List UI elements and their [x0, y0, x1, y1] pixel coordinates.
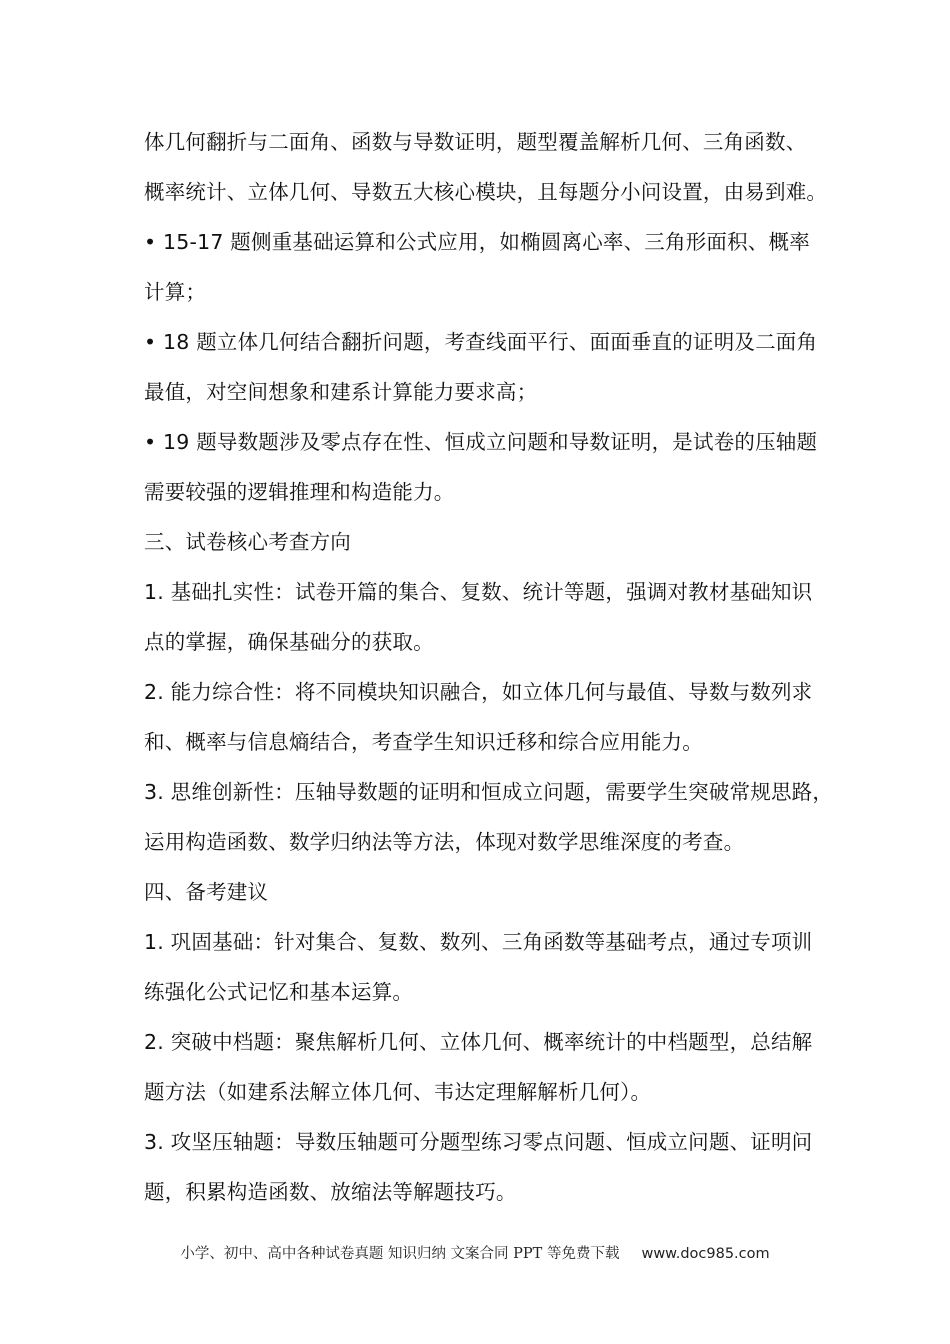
text-line: 运用构造函数、数学归纳法等方法，体现对数学思维深度的考查。	[144, 830, 745, 854]
text-line: 题，积累构造函数、放缩法等解题技巧。	[144, 1180, 517, 1204]
bullet-item: • 19 题导数题涉及零点存在性、恒成立问题和导数证明，是试卷的压轴题	[144, 430, 818, 454]
text-line: 练强化公式记忆和基本运算。	[144, 980, 414, 1004]
document-body	[144, 117, 834, 1217]
numbered-item: 3. 思维创新性：压轴导数题的证明和恒成立问题，需要学生突破常规思路，	[144, 780, 834, 804]
bullet-item: • 15-17 题侧重基础运算和公式应用，如椭圆离心率、三角形面积、概率	[144, 230, 810, 254]
page-footer	[0, 1242, 950, 1263]
numbered-item: 3. 攻坚压轴题：导数压轴题可分题型练习零点问题、恒成立问题、证明问	[144, 1130, 813, 1154]
text-line: 概率统计、立体几何、导数五大核心模块，且每题分小问设置，由易到难。	[144, 180, 828, 204]
numbered-item: 2. 突破中档题：聚焦解析几何、立体几何、概率统计的中档题型，总结解	[144, 1030, 813, 1054]
text-line: 需要较强的逻辑推理和构造能力。	[144, 480, 455, 504]
footer-site-link[interactable]: www.doc985.com	[641, 1246, 770, 1262]
section-heading: 三、试卷核心考查方向	[144, 530, 351, 554]
section-heading: 四、备考建议	[144, 880, 269, 904]
text-line: 体几何翻折与二面角、函数与导数证明，题型覆盖解析几何、三角函数、	[144, 130, 807, 154]
numbered-item: 1. 巩固基础：针对集合、复数、数列、三角函数等基础考点，通过专项训	[144, 930, 813, 954]
text-line: 和、概率与信息熵结合，考查学生知识迁移和综合应用能力。	[144, 730, 703, 754]
text-line: 题方法（如建系法解立体几何、韦达定理解解析几何）。	[144, 1080, 652, 1104]
footer-text: 小学、初中、高中各种试卷真题 知识归纳 文案合同 PPT 等免费下载	[180, 1246, 620, 1262]
numbered-item: 1. 基础扎实性：试卷开篇的集合、复数、统计等题，强调对教材基础知识	[144, 580, 813, 604]
bullet-item: • 18 题立体几何结合翻折问题，考查线面平行、面面垂直的证明及二面角	[144, 330, 818, 354]
text-line: 最值，对空间想象和建系计算能力要求高；	[144, 380, 538, 404]
numbered-item: 2. 能力综合性：将不同模块知识融合，如立体几何与最值、导数与数列求	[144, 680, 813, 704]
text-line: 计算；	[144, 280, 207, 304]
text-line: 点的掌握，确保基础分的获取。	[144, 630, 434, 654]
